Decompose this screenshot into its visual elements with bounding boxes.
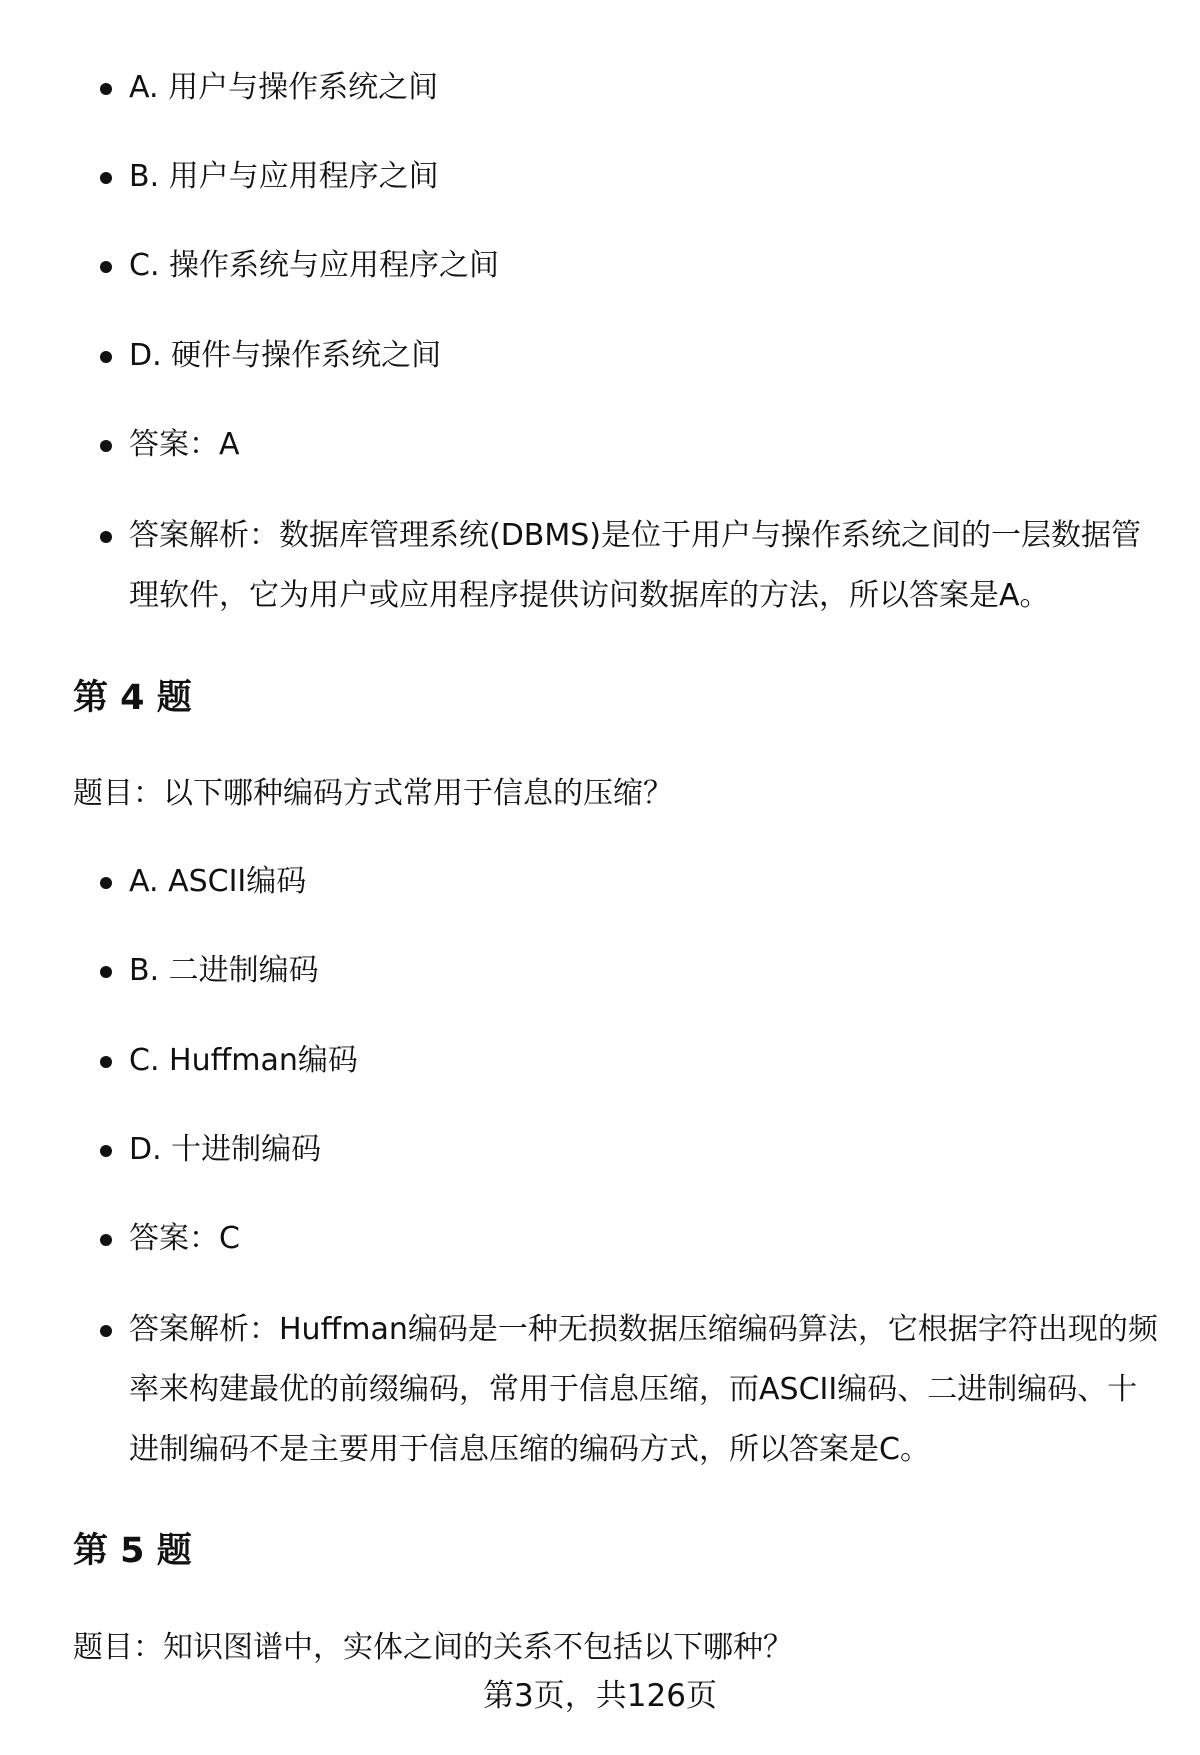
q3-option-c: C. 操作系统与应用程序之间 bbox=[129, 236, 1159, 296]
q3-explanation: 答案解析：数据库管理系统(DBMS)是位于用户与操作系统之间的一层数据管理软件，它为用户或应用程序提供访问数据库的方法，所以答案是A。 bbox=[129, 506, 1159, 626]
q4-heading: 第 4 题 bbox=[73, 678, 192, 718]
q3-answer: 答案：A bbox=[129, 415, 1159, 475]
q4-option-b: B. 二进制编码 bbox=[129, 941, 1159, 1001]
q4-question: 题目：以下哪种编码方式常用于信息的压缩？ bbox=[73, 776, 673, 811]
q4-answer: 答案：C bbox=[129, 1209, 1159, 1269]
q4-option-c: C. Huffman编码 bbox=[129, 1031, 1159, 1091]
q4-option-d: D. 十进制编码 bbox=[129, 1120, 1159, 1180]
q4-option-a: A. ASCII编码 bbox=[129, 852, 1159, 912]
q5-heading: 第 5 题 bbox=[73, 1531, 192, 1571]
q3-option-a: A. 用户与操作系统之间 bbox=[129, 58, 1159, 118]
q3-option-b: B. 用户与应用程序之间 bbox=[129, 147, 1159, 207]
q3-option-d: D. 硬件与操作系统之间 bbox=[129, 326, 1159, 386]
q4-explanation: 答案解析：Huffman编码是一种无损数据压缩编码算法，它根据字符出现的频率来构建最优的前缀编码，常用于信息压缩，而ASCII编码、二进制编码、十进制编码不是主要用于信息压缩的编码方式，所以答案是C。 bbox=[129, 1300, 1159, 1480]
q5-question: 题目：知识图谱中，实体之间的关系不包括以下哪种？ bbox=[73, 1630, 793, 1665]
page-number-footer: 第3页，共126页 bbox=[483, 1678, 717, 1714]
